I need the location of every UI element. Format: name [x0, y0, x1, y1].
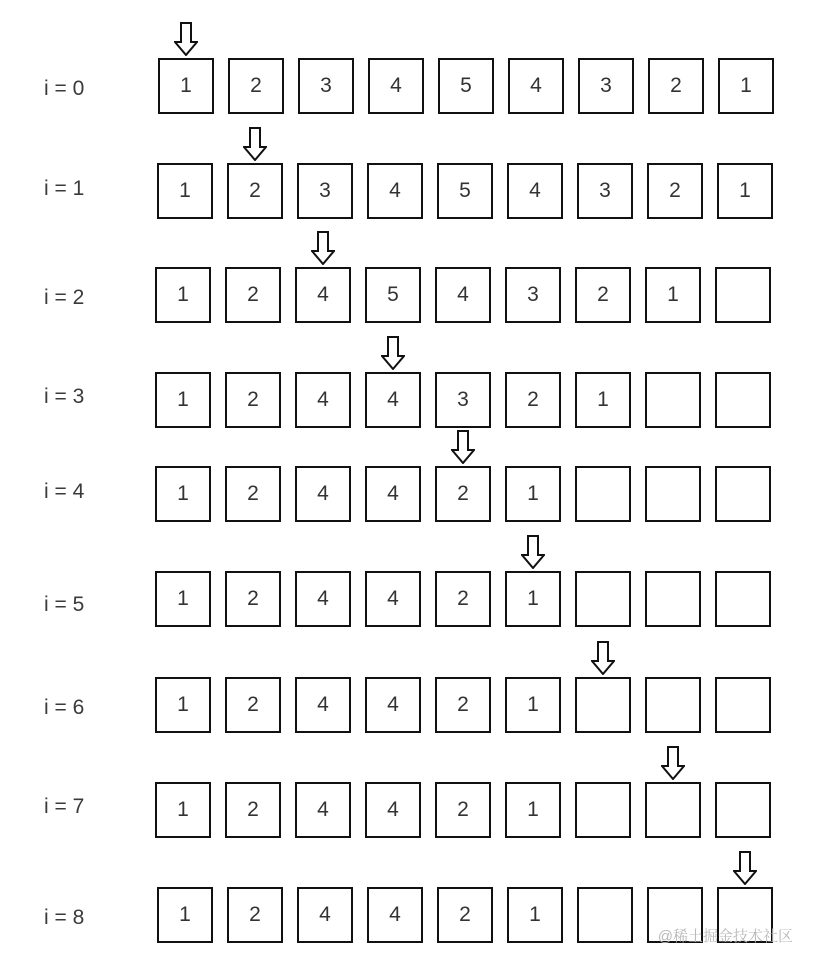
array-cell: 4 [365, 677, 421, 733]
array-cell: 5 [365, 267, 421, 323]
array-cell: 2 [227, 887, 283, 943]
array-cell: 1 [645, 267, 701, 323]
array-cell: 2 [435, 782, 491, 838]
array-cell: 3 [577, 163, 633, 219]
array-cell: 2 [225, 677, 281, 733]
array-cell: 1 [155, 677, 211, 733]
array-cell: 4 [295, 677, 351, 733]
array-cell: 3 [578, 58, 634, 114]
row-label: i = 4 [44, 480, 85, 503]
array-row [0, 466, 817, 524]
empty-cell [575, 466, 631, 522]
empty-cell [577, 887, 633, 943]
empty-cell [715, 677, 771, 733]
array-cell: 4 [365, 782, 421, 838]
empty-cell [645, 571, 701, 627]
array-cell: 2 [227, 163, 283, 219]
row-label: i = 6 [44, 696, 85, 719]
down-arrow-icon [451, 430, 475, 464]
watermark: @稀土掘金技术社区 [657, 928, 793, 945]
empty-cell [715, 466, 771, 522]
array-cell: 4 [295, 267, 351, 323]
array-cell: 4 [295, 372, 351, 428]
array-cell: 1 [158, 58, 214, 114]
row-label: i = 0 [44, 77, 85, 100]
down-arrow-icon [733, 851, 757, 885]
row-label: i = 5 [44, 593, 85, 616]
array-row [0, 163, 817, 221]
array-cell: 1 [155, 267, 211, 323]
array-cell: 4 [365, 466, 421, 522]
array-cell: 4 [365, 571, 421, 627]
empty-cell [575, 782, 631, 838]
array-cell: 2 [435, 677, 491, 733]
array-cell: 1 [717, 163, 773, 219]
row-label: i = 8 [44, 906, 85, 929]
array-cell: 4 [295, 571, 351, 627]
array-cell: 2 [225, 372, 281, 428]
array-cell: 2 [225, 782, 281, 838]
empty-cell [575, 571, 631, 627]
array-cell: 1 [575, 372, 631, 428]
row-label: i = 2 [44, 286, 85, 309]
array-cell: 2 [225, 267, 281, 323]
array-cell: 4 [367, 163, 423, 219]
empty-cell [715, 267, 771, 323]
down-arrow-icon [521, 535, 545, 569]
empty-cell [645, 782, 701, 838]
down-arrow-icon [381, 336, 405, 370]
row-label: i = 1 [44, 177, 85, 200]
array-cell: 1 [157, 887, 213, 943]
array-row [0, 571, 817, 629]
array-cell: 4 [297, 887, 353, 943]
array-row [0, 372, 817, 430]
array-cell: 1 [505, 466, 561, 522]
empty-cell [715, 372, 771, 428]
array-cell: 2 [225, 466, 281, 522]
array-cell: 4 [295, 466, 351, 522]
array-cell: 1 [155, 571, 211, 627]
down-arrow-icon [311, 231, 335, 265]
empty-cell [575, 677, 631, 733]
array-cell: 2 [435, 466, 491, 522]
row-label: i = 7 [44, 795, 85, 818]
array-row [0, 58, 817, 116]
array-cell: 4 [365, 372, 421, 428]
array-cell: 1 [718, 58, 774, 114]
down-arrow-icon [591, 641, 615, 675]
down-arrow-icon [174, 22, 198, 56]
array-cell: 2 [435, 571, 491, 627]
array-cell: 2 [228, 58, 284, 114]
array-cell: 5 [438, 58, 494, 114]
array-cell: 2 [225, 571, 281, 627]
row-label: i = 3 [44, 385, 85, 408]
array-cell: 4 [367, 887, 423, 943]
array-cell: 2 [505, 372, 561, 428]
down-arrow-icon [661, 746, 685, 780]
array-cell: 4 [508, 58, 564, 114]
array-cell: 4 [507, 163, 563, 219]
array-cell: 3 [505, 267, 561, 323]
array-cell: 2 [647, 163, 703, 219]
array-cell: 3 [435, 372, 491, 428]
empty-cell [645, 372, 701, 428]
array-cell: 3 [298, 58, 354, 114]
empty-cell [645, 677, 701, 733]
array-cell: 1 [505, 782, 561, 838]
array-row [0, 677, 817, 735]
array-cell: 2 [437, 887, 493, 943]
empty-cell [715, 782, 771, 838]
array-cell: 1 [505, 571, 561, 627]
array-cell: 1 [155, 782, 211, 838]
array-cell: 2 [648, 58, 704, 114]
array-cell: 1 [507, 887, 563, 943]
array-cell: 1 [155, 466, 211, 522]
array-cell: 1 [505, 677, 561, 733]
array-cell: 1 [155, 372, 211, 428]
array-row [0, 782, 817, 840]
down-arrow-icon [243, 127, 267, 161]
empty-cell [715, 571, 771, 627]
array-cell: 3 [297, 163, 353, 219]
array-cell: 4 [435, 267, 491, 323]
array-row [0, 267, 817, 325]
array-cell: 2 [575, 267, 631, 323]
array-cell: 1 [157, 163, 213, 219]
empty-cell [645, 466, 701, 522]
array-cell: 5 [437, 163, 493, 219]
array-cell: 4 [368, 58, 424, 114]
array-cell: 4 [295, 782, 351, 838]
